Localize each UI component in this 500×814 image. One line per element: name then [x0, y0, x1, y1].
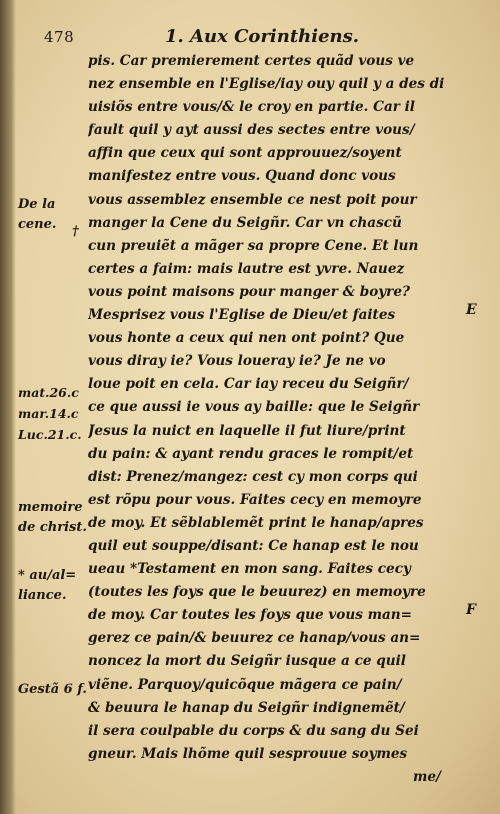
text-line: de moy. Car toutes les foys que vous man=: [88, 607, 413, 624]
text-line: uisiõs entre vous/& le croy en partie. Car il: [88, 99, 415, 116]
text-line: & beuura le hanap du Seigñr indignemẽt/: [88, 699, 405, 716]
text-line: vous point maisons pour manger & boyre?: [88, 283, 410, 300]
margin-letter-e: E: [466, 302, 477, 318]
margin-note-gesta: Gestã 6 f.: [18, 682, 87, 697]
text-line: (toutes les foys que le beuurez) en memoyre: [88, 584, 426, 601]
page-number: 478: [44, 28, 75, 46]
text-line: pis. Car premierement certes quãd vous ve: [88, 53, 415, 69]
text-line: ueau *Testament en mon sang. Faites cecy: [88, 561, 411, 578]
margin-note-alliance: * au/al= liance.: [18, 568, 77, 603]
text-line: du pain: & ayant rendu graces le rompit/et: [88, 445, 414, 462]
margin-letter-f: F: [466, 602, 476, 618]
text-line: Jesus la nuict en laquelle il fut liure/print: [88, 422, 406, 439]
text-line: fault quil y ayt aussi des sectes entre vous/: [88, 122, 415, 139]
text-line: quil eut souppe/disant: Ce hanap est le nou: [88, 537, 419, 554]
text-line: gerez ce pain/& beuurez ce hanap/vous an=: [88, 630, 421, 647]
text-line: dist: Prenez/mangez: cest cy mon corps qui: [88, 468, 418, 485]
page-gutter-shadow: [0, 0, 16, 814]
margin-note-references: mat.26.c mar.14.c Luc.21.c.: [18, 385, 82, 442]
text-line: nez ensemble en l'Eglise/iay ouy quil y a des di: [88, 76, 445, 93]
text-line: cun preuiẽt a mãger sa propre Cene. Et lun: [88, 237, 419, 254]
text-line: ce que aussi ie vous ay baille: que le Seigñr: [88, 399, 420, 416]
margin-dagger: †: [72, 224, 79, 239]
text-line: Mesprisez vous l'Eglise de Dieu/et faites: [88, 307, 396, 324]
margin-note-de-la-cene: De la cene.: [18, 197, 57, 232]
text-line: affin que ceux qui sont approuuez/soyent: [88, 145, 402, 162]
text-line: viẽne. Parquoy/quicõque mãgera ce pain/: [88, 676, 402, 693]
text-line: noncez la mort du Seigñr iusque a ce quil: [88, 653, 406, 670]
text-line: manifestez entre vous. Quand donc vous: [88, 168, 396, 185]
text-line: gneur. Mais lhõme quil sesprouue soymes: [88, 745, 408, 762]
text-line: loue poit en cela. Car iay receu du Seigñr/: [88, 376, 409, 393]
text-line: est rõpu pour vous. Faites cecy en memoyre: [88, 491, 422, 508]
text-line: manger la Cene du Seigñr. Car vn chascũ: [88, 214, 402, 231]
text-line: me/: [413, 768, 441, 785]
text-line: il sera coulpable du corps & du sang du Sei: [88, 722, 419, 739]
text-line: vous assemblez ensemble ce nest poit pour: [88, 191, 417, 208]
text-line: de moy. Et sẽblablemẽt print le hanap/apres: [88, 514, 424, 531]
text-line: certes a faim: mais lautre est yvre. Nauez: [88, 260, 405, 277]
text-line: vous diray ie? Vous loueray ie? Je ne vo: [88, 353, 386, 370]
text-line: vous honte a ceux qui nen ont point? Que: [88, 330, 405, 347]
margin-note-memoire: memoire de christ.: [18, 500, 87, 535]
body-text: [88, 50, 460, 789]
running-title: 1. Aux Corinthiens.: [165, 26, 360, 47]
